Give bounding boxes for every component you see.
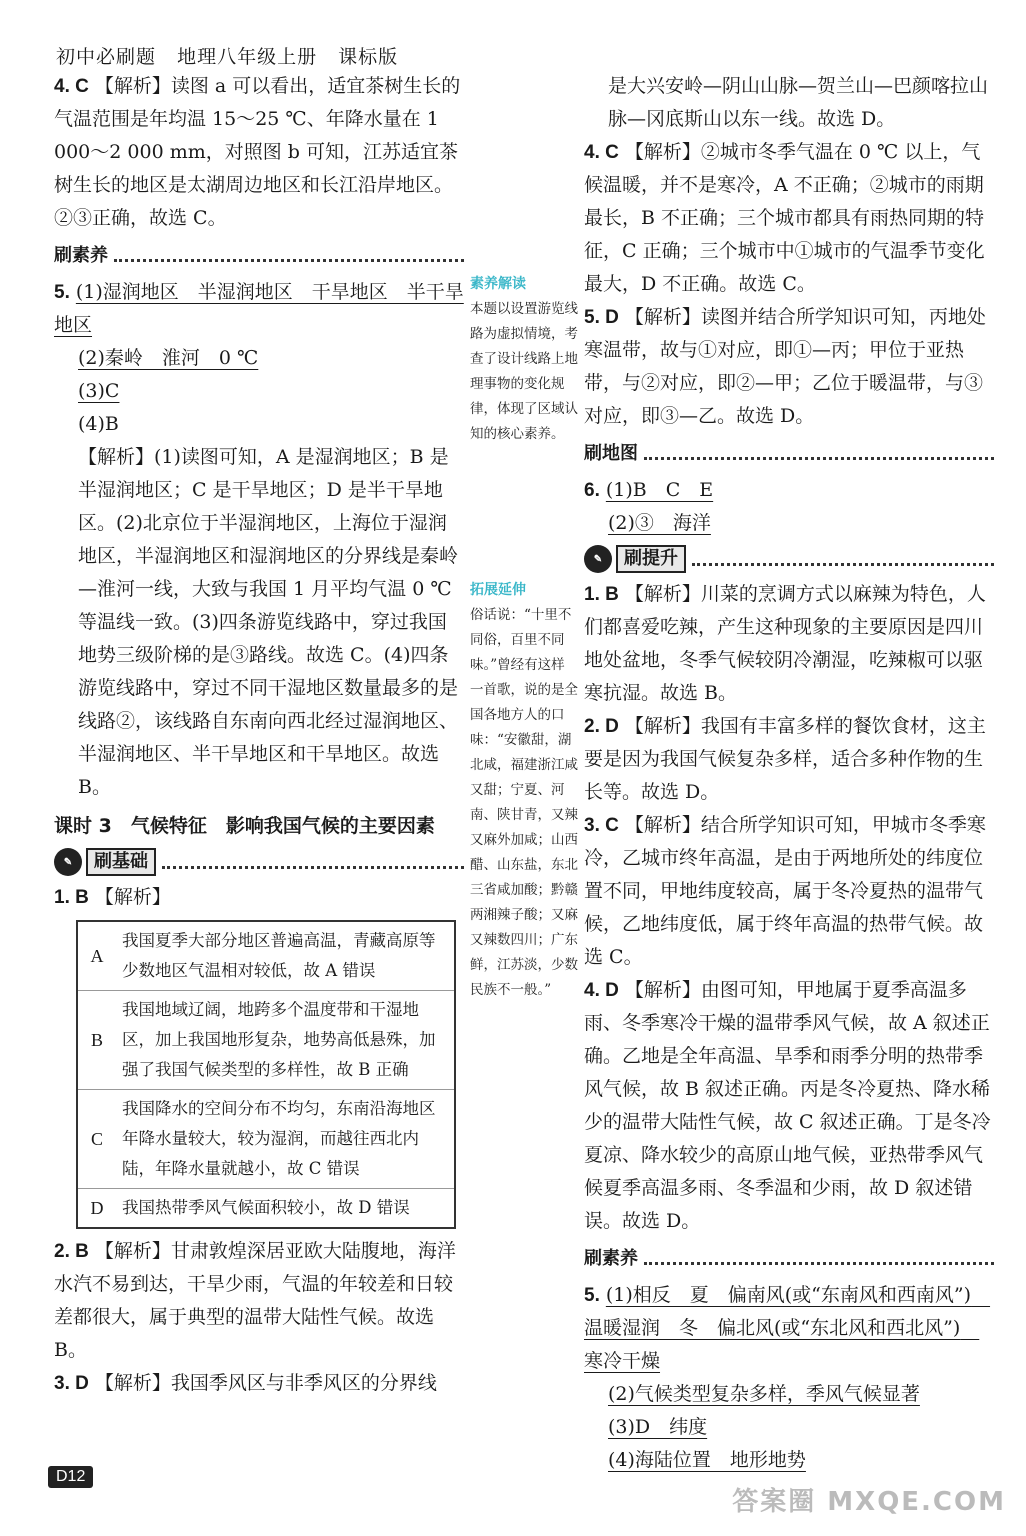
header-subject: 地理八年级上册: [177, 46, 318, 68]
section-tisheng: ✎ 刷提升: [584, 544, 994, 574]
left-column: [54, 70, 464, 1400]
lesson-title: 课时 3 气候特征 影响我国气候的主要因素: [54, 815, 435, 837]
header-edition: 课标版: [338, 46, 399, 68]
answer-5-4: (4)B: [78, 413, 119, 435]
header-series: 初中必刷题: [56, 46, 157, 68]
side-note-title: 拓展延伸: [470, 582, 526, 598]
answer-5-2: (2)秦岭 淮河 0 ℃: [78, 347, 259, 369]
table-row: C 我国降水的空间分布不均匀，东南沿海地区年降水量较大，较为湿润，而越往西北内陆，年降水量就越小，故 C 错误: [77, 1090, 455, 1189]
section-jichu: ✎ 刷基础: [54, 847, 464, 877]
answer-b2: 2. B 【解析】甘肃敦煌深居亚欧大陆腹地，海洋水汽不易到达，干旱少雨，气温的年较差和日较差都很大，属于典型的温带大陆性气候。故选 B。: [54, 1240, 456, 1361]
table-row: D 我国热带季风气候面积较小，故 D 错误: [77, 1189, 455, 1229]
answer-c4: 4. D 【解析】由图可知，甲地属于夏季高温多雨、冬季寒冷干燥的温带季风气候，故 A 叙述正确。乙地是全年高温、旱季和雨季分明的热带季风气候，故 B 叙述正确。丙是冬冷夏热、降水稀少的温带大陆性气候，故 C 叙述正确。丁是冬冷夏凉、降水较少的高原山地气候，亚热带季风气候夏季高温多雨、冬季温和少雨，故 D 叙述错误。故选 D。: [584, 979, 991, 1232]
answer-c1: 1. B 【解析】川菜的烹调方式以麻辣为特色，人们都喜爱吃辣，产生这种现象的主要原因是四川地处盆地，冬季气候较阴冷潮湿，吃辣椒可以驱寒抗湿。故选 B。: [584, 583, 986, 704]
answer-5: 5. (1)湿润地区 半湿润地区 干旱地区 半干旱地区: [54, 281, 464, 336]
side-note-text: 俗话说：“十里不同俗，百里不同味。”曾经有这样一首歌，说的是全国各地方人的口味：“安徽甜，湖北咸，福建浙江咸又甜；宁夏、河南、陕甘青，又辣又麻外加咸；山西醋、山东盐，东北三省咸加酸；黔赣两湘辣子酸；又麻又辣数四川；广东鲜，江苏淡，少数民族不一般。”: [470, 607, 578, 998]
book-icon: ✎: [584, 545, 612, 573]
answer-c5-4: (4)海陆位置 地形地势: [608, 1449, 806, 1471]
answer-5-3: (3)C: [78, 380, 120, 402]
answer-c2: 2. D 【解析】我国有丰富多样的餐饮食材，这主要是因为我国气候复杂多样，适合多种作物的生长等。故选 D。: [584, 715, 986, 803]
right-column: [584, 70, 994, 1477]
answer-c5-3: (3)D 纬度: [608, 1416, 708, 1438]
book-icon: ✎: [54, 848, 82, 876]
analysis-table: [76, 920, 456, 1229]
section-ditu: 刷地图: [584, 437, 994, 470]
answer-b3: 3. D 【解析】我国季风区与非季风区的分界线: [54, 1372, 437, 1394]
side-note-tuozhan: [470, 578, 578, 1003]
answer-b5: 5. D 【解析】读图并结合所学知识可知，丙地处寒温带，故与①对应，即①—丙；甲位于亚热带，与②对应，即②—甲；乙位于暖温带，与③对应，即③—乙。故选 D。: [584, 306, 986, 427]
side-note-title: 素养解读: [470, 276, 526, 292]
table-row: A 我国夏季大部分地区普遍高温，青藏高原等少数地区气温相对较低，故 A 错误: [77, 921, 455, 991]
watermark: 答案圈 MXQE.COM: [732, 1487, 1006, 1517]
answer-b6: 6. (1)B C E: [584, 479, 714, 501]
section-suyang: 刷素养: [54, 239, 464, 272]
answer-4: 4. C 【解析】读图 a 可以看出，适宜茶树生长的气温范围是年均温 15～25 ℃、年降水量在 1 000～2 000 mm，对照图 b 可知，江苏适宜茶树生长的地区是太湖周边地区和长江沿岸地区。②③正确，故选 C。: [54, 75, 461, 229]
side-note-suyang: [470, 272, 578, 447]
answer-c5: 5. (1)相反 夏 偏南风(或“东南风和西南风”) 温暖湿润 冬 偏北风(或“东北风和西北风”) 寒冷干燥: [584, 1284, 991, 1372]
side-note-text: 本题以设置游览线路为虚拟情境，考查了设计线路上地理事物的变化规律，体现了区域认知的核心素养。: [470, 301, 578, 442]
section-suyang-2: 刷素养: [584, 1242, 994, 1275]
answer-5-analysis: 【解析】(1)读图可知，A 是湿润地区；B 是半湿润地区；C 是干旱地区；D 是半干旱地区。(2)北京位于半湿润地区，上海位于湿润地区，半湿润地区和湿润地区的分界线是秦岭—淮河一线，大致与我国 1 月平均气温 0 ℃ 等温线一致。(3)四条游览线路中，穿过我国地势三级阶梯的是③路线。故选 C。(4)四条游览线路中，穿过不同干湿地区数量最多的是线路②，该线路自东南向西北经过湿润地区、半湿润地区、半干旱地区和干旱地区。故选 B。: [78, 446, 459, 798]
answer-c3: 3. C 【解析】结合所学知识可知，甲城市冬季寒冷，乙城市终年高温，是由于两地所处的纬度位置不同，甲地纬度较高，属于冬冷夏热的温带气候，乙地纬度低，属于终年高温的热带气候。故选 C。: [584, 814, 986, 968]
page-number: D12: [48, 1466, 93, 1488]
answer-b6-2: (2)③ 海洋: [608, 512, 711, 534]
answer-b4: 4. C 【解析】②城市冬季气温在 0 ℃ 以上，气候温暖，并不是寒冷，A 不正确；②城市的雨期最长，B 不正确；三个城市都具有雨热同期的特征，C 正确；三个城市中①城市的气温季节变化最大，D 不正确。故选 C。: [584, 141, 985, 295]
table-row: B 我国地域辽阔，地跨多个温度带和干湿地区，加上我国地形复杂，地势高低悬殊，加强了我国气候类型的多样性，故 B 正确: [77, 991, 455, 1090]
answer-b1: 1. B 【解析】: [54, 886, 171, 908]
answer-b3-cont: 是大兴安岭—阴山山脉—贺兰山—巴颜喀拉山脉—冈底斯山以东一线。故选 D。: [608, 75, 989, 130]
answer-c5-2: (2)气候类型复杂多样，季风气候显著: [608, 1383, 920, 1405]
page-header: [56, 42, 412, 69]
